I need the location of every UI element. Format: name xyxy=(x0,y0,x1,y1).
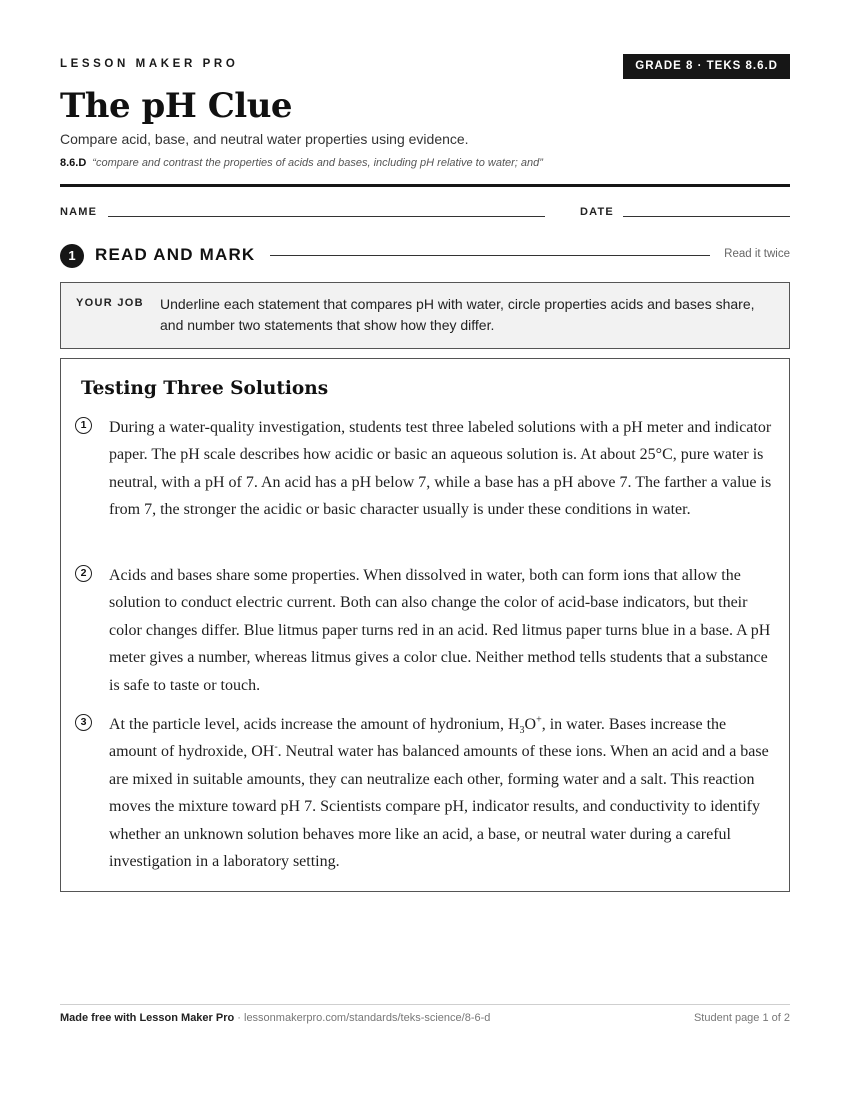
worksheet-page xyxy=(60,0,790,1100)
brand-name: LESSON MAKER PRO xyxy=(60,58,239,70)
date-field[interactable] xyxy=(623,216,790,217)
reading-passage-box xyxy=(60,358,790,892)
your-job-instructions: Underline each statement that compares pH with water, circle properties acids and bases share, and number two statements that show how they differ. xyxy=(160,296,755,333)
section-number-badge: 1 xyxy=(60,244,84,268)
paragraph-number-3: 3 xyxy=(75,714,92,731)
standard-line xyxy=(60,157,543,169)
footer-made-with: Made free with Lesson Maker Pro xyxy=(60,1012,235,1024)
name-label: NAME xyxy=(60,206,98,218)
standard-quote: “compare and contrast the properties of acids and bases, including pH relative to water; and” xyxy=(92,157,543,169)
paragraph-3-part-1: At the particle level, acids increase the amount of hydronium, H xyxy=(109,716,520,733)
hydroxide-charge: - xyxy=(274,742,278,754)
paragraph-number-1: 1 xyxy=(75,417,92,434)
footer-divider xyxy=(60,1004,790,1005)
paragraph-3-part-4: . Neutral water has balanced amounts of these ions. When an acid and a base are mixed in suitable amounts, they can neutralize each other, forming water and a salt. This reaction moves the mixture toward pH 7. Scientists compare pH, indicator results, and conductivity to identify whether an unknown solution behaves more like an acid, a base, or neutral water during a careful investigation in a laboratory setting. xyxy=(109,743,769,871)
page-title: The pH Clue xyxy=(60,86,293,126)
section-rule xyxy=(270,255,710,256)
paragraph-text-3 xyxy=(109,711,773,875)
paragraph-text-2: Acids and bases share some properties. When dissolved in water, both can form ions that allow the solution to conduct electric current. Both can also change the color of acid-base indicators, but their color changes differ. Blue litmus paper turns red in an acid. Red litmus paper turns blue in a base. A pH meter gives a number, whereas litmus gives a color clue. Neither method tells students that a substance is safe to taste or touch. xyxy=(109,567,771,694)
footer-credit xyxy=(60,1012,490,1024)
your-job-label: YOUR JOB xyxy=(76,297,144,309)
footer-separator: · xyxy=(234,1012,244,1024)
paragraph-3-part-3: , in water. Bases increase the amount of hydroxide, OH xyxy=(109,716,727,761)
grade-badge: GRADE 8 · TEKS 8.6.D xyxy=(623,54,790,79)
footer-page-number: Student page 1 of 2 xyxy=(693,1012,790,1024)
hydronium-charge: + xyxy=(536,714,542,726)
section-title: READ AND MARK xyxy=(95,245,256,264)
your-job-box xyxy=(60,282,790,349)
footer-url[interactable]: lessonmakerpro.com/standards/teks-science/8-6-d xyxy=(244,1012,491,1024)
name-field[interactable] xyxy=(108,216,545,217)
paragraph-3-part-2: O xyxy=(524,716,537,733)
standard-code: 8.6.D xyxy=(60,157,87,169)
passage-title: Testing Three Solutions xyxy=(81,378,329,399)
paragraph-text-1: During a water-quality investigation, students test three labeled solutions with a pH meter and indicator paper. The pH scale describes how acidic or basic an aqueous solution is. At about 25°C, pure water is neutral, with a pH of 7. An acid has a pH below 7, while a base has a pH above 7. The farther a value is from 7, the stronger the acidic or basic character usually is under these conditions in water. xyxy=(109,419,772,519)
date-label: DATE xyxy=(580,206,614,218)
page-subtitle: Compare acid, base, and neutral water properties using evidence. xyxy=(60,131,469,147)
paragraph-number-2: 2 xyxy=(75,565,92,582)
hydronium-subscript: 3 xyxy=(519,725,525,737)
header-divider xyxy=(60,184,790,187)
section-note: Read it twice xyxy=(724,248,790,260)
